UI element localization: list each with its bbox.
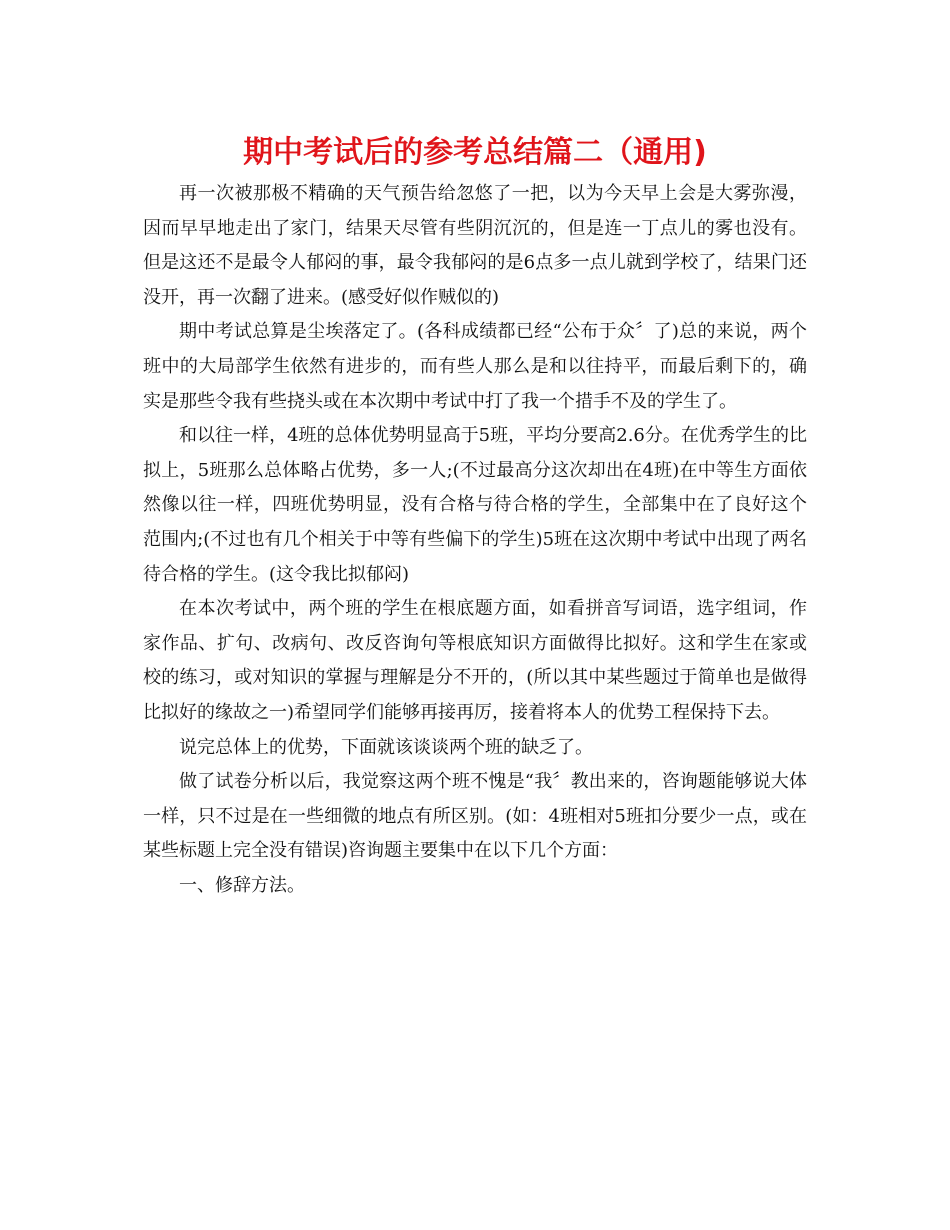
paragraph: 做了试卷分析以后，我觉察这两个班不愧是“我〞教出来的，咨询题能够说大体一样，只不过是在一些细微的地点有所区别。(如：4班相对5班扣分要少一点，或在某些标题上完全没有错误)咨询题主要集中在以下几个方面：: [143, 771, 807, 862]
paragraph: 说完总体上的优势，下面就该谈谈两个班的缺乏了。: [179, 736, 593, 758]
paragraph: 再一次被那极不精确的天气预告给忽悠了一把，以为今天早上会是大雾弥漫，因而早早地走出了家门，结果天尽管有些阴沉沉的，但是连一丁点儿的雾也没有。但是这还不是最令人郁闷的事，最令我郁闷的是6点多一点儿就到学校了，结果门还没开，再一次翻了进来。(感受好似作贼似的): [143, 183, 807, 308]
paragraph: 和以往一样，4班的总体优势明显高于5班，平均分要高2.6分。在优秀学生的比拟上，5班那么总体略占优势，多一人;(不过最高分这次却出在4班)在中等生方面依然像以往一样，四班优势明显，没有合格与待合格的学生，全部集中在了良好这个范围内;(不过也有几个相关于中等有些偏下的学生)5班在这次期中考试中出现了两名待合格的学生。(这令我比拟郁闷): [143, 425, 807, 585]
paragraph: 期中考试总算是尘埃落定了。(各科成绩都已经“公布于众〞了)总的来说，两个班中的大局部学生依然有进步的，而有些人那么是和以往持平，而最后剩下的，确实是那些令我有些挠头或在本次期中考试中打了我一个措手不及的学生了。: [143, 321, 807, 412]
document-title: 期中考试后的参考总结篇二（通用): [243, 135, 707, 170]
paragraph: 在本次考试中，两个班的学生在根底题方面，如看拼音写词语，选字组词，作家作品、扩句、改病句、改反咨询句等根底知识方面做得比拟好。这和学生在家或校的练习，或对知识的掌握与理解是分不开的，(所以其中某些题过于简单也是做得比拟好的缘故之一)希望同学们能够再接再厉，接着将本人的优势工程保持下去。: [143, 598, 807, 723]
document-body: [143, 177, 807, 903]
paragraph: 一、修辞方法。: [179, 874, 305, 896]
